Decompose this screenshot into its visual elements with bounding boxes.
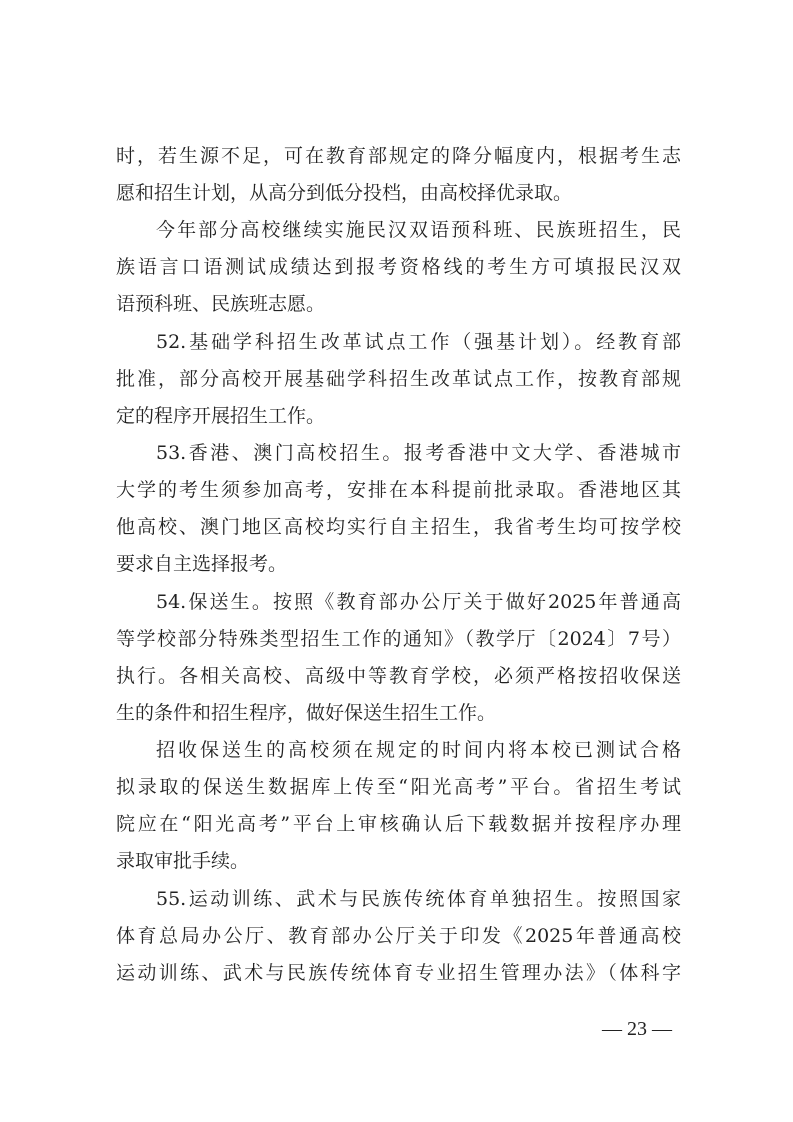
text-line: 等学校部分特殊类型招生工作的通知》（教学厅〔2024〕7号） [116, 628, 681, 650]
page-number: — 23 — [602, 1018, 672, 1040]
text-line: 52.基础学科招生改革试点工作（强基计划）。经教育部 [156, 331, 681, 353]
text-line: 大学的考生须参加高考，安排在本科提前批录取。香港地区其 [116, 479, 681, 501]
text-line: 55.运动训练、武术与民族传统体育单独招生。按照国家 [156, 888, 681, 910]
text-line: 要求自主选择报考。 [116, 553, 288, 575]
text-line: 院应在“阳光高考”平台上审核确认后下载数据并按程序办理 [116, 813, 681, 835]
text-line: 今年部分高校继续实施民汉双语预科班、民族班招生，民 [156, 219, 681, 241]
text-line: 愿和招生计划，从高分到低分投档，由高校择优录取。 [116, 182, 573, 204]
text-line: 执行。各相关高校、高级中等教育学校，必须严格按招收保送 [116, 665, 681, 687]
text-line: 54.保送生。按照《教育部办公厅关于做好2025年普通高 [156, 591, 681, 613]
text-line: 定的程序开展招生工作。 [116, 405, 326, 427]
text-line: 时，若生源不足，可在教育部规定的降分幅度内，根据考生志 [116, 145, 681, 167]
text-line: 体育总局办公厅、教育部办公厅关于印发《2025年普通高校 [116, 925, 681, 947]
text-line: 拟录取的保送生数据库上传至“阳光高考”平台。省招生考试 [116, 776, 681, 798]
text-line: 录取审批手续。 [116, 850, 250, 872]
text-line: 族语言口语测试成绩达到报考资格线的考生方可填报民汉双 [116, 256, 681, 278]
text-line: 招收保送生的高校须在规定的时间内将本校已测试合格 [156, 739, 681, 761]
text-line: 语预科班、民族班志愿。 [116, 293, 326, 315]
text-line: 批准，部分高校开展基础学科招生改革试点工作，按教育部规 [116, 368, 681, 390]
text-line: 生的条件和招生程序，做好保送生招生工作。 [116, 702, 497, 724]
text-line: 他高校、澳门地区高校均实行自主招生，我省考生均可按学校 [116, 516, 681, 538]
text-line: 53.香港、澳门高校招生。报考香港中文大学、香港城市 [156, 442, 681, 464]
text-line: 运动训练、武术与民族传统体育专业招生管理办法》（体科字 [116, 962, 681, 984]
